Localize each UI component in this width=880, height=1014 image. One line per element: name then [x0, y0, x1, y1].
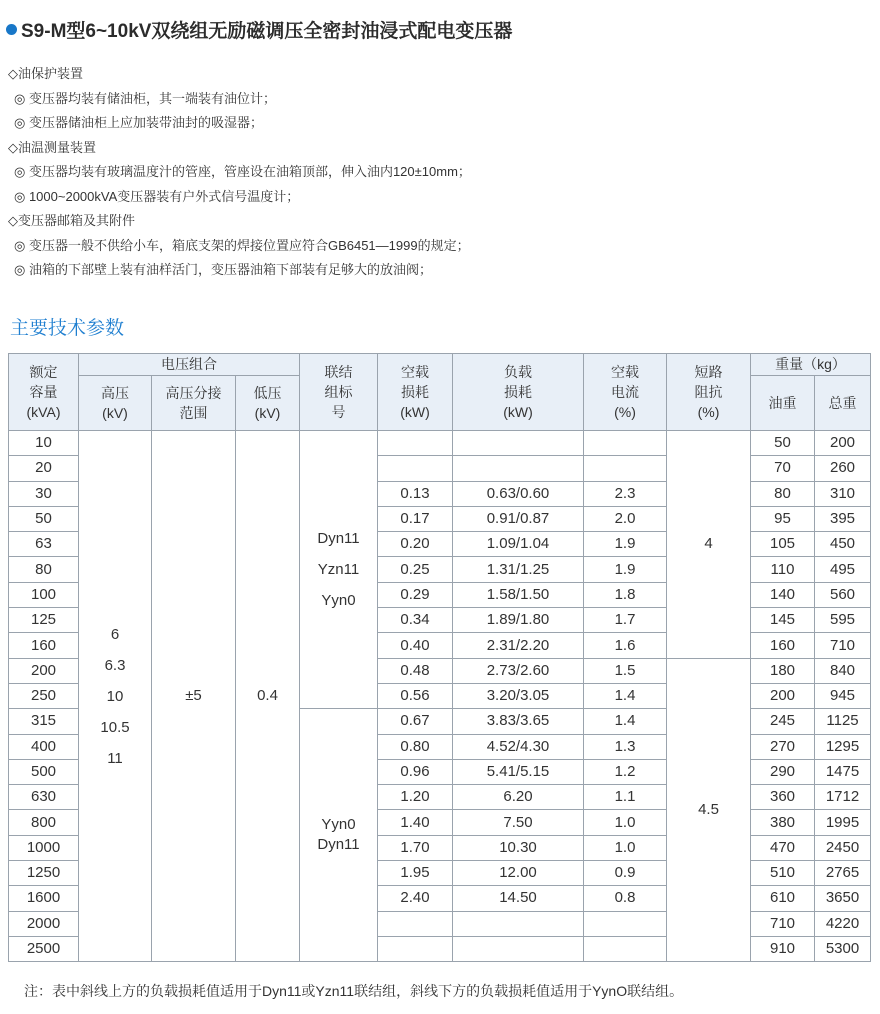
header-impedance: 短路 阻抗 (%) — [667, 354, 751, 431]
header-capacity: 额定 容量 (kVA) — [9, 354, 79, 431]
cell-total-weight: 395 — [815, 506, 871, 531]
cell-oil-weight: 270 — [751, 734, 815, 759]
cell-noload-current: 1.9 — [584, 557, 667, 582]
section-title: 主要技术参数 — [10, 318, 125, 339]
cell-noload-loss: 0.67 — [378, 709, 453, 734]
note-item: ◎ 1000~2000kVA变压器装有户外式信号温度计； — [14, 188, 300, 204]
cell-capacity: 200 — [9, 658, 79, 683]
cell-load-loss: 1.09/1.04 — [453, 532, 584, 557]
cell-oil-weight: 95 — [751, 506, 815, 531]
cell-load-loss: 10.30 — [453, 835, 584, 860]
cell-noload-current — [584, 456, 667, 481]
cell-total-weight: 595 — [815, 608, 871, 633]
feature-notes — [8, 62, 471, 283]
cell-tap-range: ±5 — [152, 431, 236, 962]
cell-noload-current: 1.7 — [584, 608, 667, 633]
header-hv: 高压 (kV) — [79, 376, 152, 431]
cell-capacity: 20 — [9, 456, 79, 481]
stack-value: 6.3 — [104, 656, 126, 674]
cell-total-weight: 260 — [815, 456, 871, 481]
cell-total-weight: 495 — [815, 557, 871, 582]
cell-noload-loss: 0.25 — [378, 557, 453, 582]
header-noload-loss: 空载 损耗 (kW) — [378, 354, 453, 431]
cell-noload-loss: 0.40 — [378, 633, 453, 658]
cell-capacity: 1250 — [9, 861, 79, 886]
footnote: 注：表中斜线上方的负载损耗值适用于Dyn11或Yzn11联结组，斜线下方的负载损耗值适用于YynO联结组。 — [24, 983, 684, 999]
stack-value: 10 — [106, 687, 124, 705]
cell-noload-loss: 0.20 — [378, 532, 453, 557]
cell-noload-loss — [378, 936, 453, 961]
header-voltage-group: 电压组合 — [79, 354, 300, 376]
cell-oil-weight: 200 — [751, 683, 815, 708]
cell-noload-loss — [378, 431, 453, 456]
cell-noload-current: 1.8 — [584, 582, 667, 607]
cell-load-loss: 1.89/1.80 — [453, 608, 584, 633]
cell-noload-current: 1.6 — [584, 633, 667, 658]
bullet-dot-icon — [6, 24, 17, 35]
stack-value: Yyn0 — [321, 816, 356, 834]
cell-noload-loss: 0.17 — [378, 506, 453, 531]
cell-noload-loss: 0.13 — [378, 481, 453, 506]
cell-total-weight: 1475 — [815, 759, 871, 784]
cell-noload-loss: 1.40 — [378, 810, 453, 835]
cell-total-weight: 2450 — [815, 835, 871, 860]
cell-noload-current: 1.2 — [584, 759, 667, 784]
header-connection: 联结 组标 号 — [300, 354, 378, 431]
cell-noload-loss: 0.96 — [378, 759, 453, 784]
spec-table — [8, 353, 871, 962]
cell-oil-weight: 145 — [751, 608, 815, 633]
cell-oil-weight: 70 — [751, 456, 815, 481]
cell-total-weight: 2765 — [815, 861, 871, 886]
header-lv: 低压 (kV) — [236, 376, 300, 431]
cell-capacity: 160 — [9, 633, 79, 658]
cell-noload-current: 2.3 — [584, 481, 667, 506]
cell-noload-current: 1.1 — [584, 785, 667, 810]
cell-capacity: 10 — [9, 431, 79, 456]
header-oil-weight: 油重 — [751, 376, 815, 431]
cell-capacity: 100 — [9, 582, 79, 607]
cell-oil-weight: 245 — [751, 709, 815, 734]
stack-value: Dyn11 — [317, 530, 360, 548]
cell-load-loss: 14.50 — [453, 886, 584, 911]
stack-value: 11 — [107, 749, 123, 767]
cell-noload-loss: 1.95 — [378, 861, 453, 886]
cell-load-loss: 1.31/1.25 — [453, 557, 584, 582]
cell-capacity: 250 — [9, 683, 79, 708]
cell-hv-values — [79, 431, 152, 962]
note-item: ◎ 变压器储油柜上应加装带油封的吸湿器； — [14, 115, 263, 130]
cell-total-weight: 1125 — [815, 709, 871, 734]
header-tap-range: 高压分接 范围 — [152, 376, 236, 431]
header-noload-current: 空载 电流 (%) — [584, 354, 667, 431]
cell-load-loss: 1.58/1.50 — [453, 582, 584, 607]
cell-noload-loss — [378, 911, 453, 936]
cell-load-loss: 3.83/3.65 — [453, 709, 584, 734]
cell-noload-loss: 2.40 — [378, 886, 453, 911]
cell-noload-current — [584, 911, 667, 936]
header-total-weight: 总重 — [815, 376, 871, 431]
cell-oil-weight: 710 — [751, 911, 815, 936]
note-item: ◎ 变压器均装有储油柜，其一端装有油位计； — [14, 90, 276, 106]
table-row — [9, 431, 871, 456]
cell-load-loss: 6.20 — [453, 785, 584, 810]
cell-noload-current: 1.4 — [584, 683, 667, 708]
cell-total-weight: 3650 — [815, 886, 871, 911]
cell-oil-weight: 140 — [751, 582, 815, 607]
cell-total-weight: 4220 — [815, 911, 871, 936]
cell-oil-weight: 110 — [751, 557, 815, 582]
cell-total-weight: 1295 — [815, 734, 871, 759]
cell-capacity: 125 — [9, 608, 79, 633]
cell-noload-current: 2.0 — [584, 506, 667, 531]
cell-total-weight: 200 — [815, 431, 871, 456]
note-section-heading: ◇变压器邮箱及其附件 — [8, 213, 135, 228]
note-item: ◎ 变压器均装有玻璃温度汁的管座，管座设在油箱顶部，伸入油内120±10mm； — [14, 164, 471, 179]
cell-load-loss — [453, 456, 584, 481]
cell-load-loss: 0.91/0.87 — [453, 506, 584, 531]
note-item: ◎ 油箱的下部壁上装有油样活门，变压器油箱下部装有足够大的放油阀； — [14, 262, 432, 277]
cell-oil-weight: 105 — [751, 532, 815, 557]
stack-value: Yzn11 — [317, 561, 360, 579]
cell-noload-current — [584, 936, 667, 961]
cell-connection-bottom — [300, 709, 378, 962]
page-title-text: S9-M型6~10kV双绕组无励磁调压全密封油浸式配电变压器 — [21, 21, 513, 42]
cell-noload-loss: 0.80 — [378, 734, 453, 759]
cell-noload-loss: 0.48 — [378, 658, 453, 683]
cell-impedance-top: 4 — [667, 431, 751, 659]
cell-load-loss: 2.73/2.60 — [453, 658, 584, 683]
cell-oil-weight: 80 — [751, 481, 815, 506]
cell-total-weight: 840 — [815, 658, 871, 683]
stack-value: Yyn0 — [321, 592, 356, 610]
cell-oil-weight: 610 — [751, 886, 815, 911]
header-weight: 重量（kg） — [751, 354, 871, 376]
cell-load-loss: 5.41/5.15 — [453, 759, 584, 784]
cell-oil-weight: 180 — [751, 658, 815, 683]
cell-oil-weight: 290 — [751, 759, 815, 784]
cell-connection-top — [300, 431, 378, 709]
cell-oil-weight: 50 — [751, 431, 815, 456]
cell-oil-weight: 360 — [751, 785, 815, 810]
cell-total-weight: 1995 — [815, 810, 871, 835]
cell-noload-current: 1.5 — [584, 658, 667, 683]
cell-noload-loss: 0.34 — [378, 608, 453, 633]
cell-load-loss: 7.50 — [453, 810, 584, 835]
cell-load-loss: 0.63/0.60 — [453, 481, 584, 506]
cell-capacity: 400 — [9, 734, 79, 759]
cell-noload-loss: 1.20 — [378, 785, 453, 810]
cell-capacity: 500 — [9, 759, 79, 784]
cell-load-loss: 3.20/3.05 — [453, 683, 584, 708]
cell-impedance-bottom: 4.5 — [667, 658, 751, 962]
cell-oil-weight: 160 — [751, 633, 815, 658]
stack-value: 6 — [110, 625, 120, 643]
page-title — [6, 16, 512, 43]
cell-noload-current — [584, 431, 667, 456]
cell-capacity: 1000 — [9, 835, 79, 860]
cell-noload-loss: 0.56 — [378, 683, 453, 708]
stack-value: 10.5 — [100, 718, 130, 736]
cell-noload-current: 1.9 — [584, 532, 667, 557]
cell-total-weight: 560 — [815, 582, 871, 607]
cell-capacity: 630 — [9, 785, 79, 810]
cell-capacity: 2000 — [9, 911, 79, 936]
cell-noload-current: 0.8 — [584, 886, 667, 911]
cell-oil-weight: 470 — [751, 835, 815, 860]
cell-total-weight: 710 — [815, 633, 871, 658]
cell-load-loss — [453, 911, 584, 936]
cell-noload-current: 1.0 — [584, 810, 667, 835]
cell-oil-weight: 380 — [751, 810, 815, 835]
cell-total-weight: 945 — [815, 683, 871, 708]
header-load-loss: 负载 损耗 (kW) — [453, 354, 584, 431]
cell-capacity: 50 — [9, 506, 79, 531]
cell-noload-current: 0.9 — [584, 861, 667, 886]
cell-capacity: 315 — [9, 709, 79, 734]
cell-load-loss: 12.00 — [453, 861, 584, 886]
cell-load-loss — [453, 431, 584, 456]
cell-total-weight: 310 — [815, 481, 871, 506]
cell-noload-loss: 1.70 — [378, 835, 453, 860]
cell-capacity: 800 — [9, 810, 79, 835]
cell-noload-loss — [378, 456, 453, 481]
cell-load-loss: 4.52/4.30 — [453, 734, 584, 759]
cell-capacity: 2500 — [9, 936, 79, 961]
cell-lv-value: 0.4 — [236, 431, 300, 962]
note-section-heading: ◇油温测量装置 — [8, 139, 96, 155]
stack-value: Dyn11 — [317, 836, 360, 854]
cell-noload-current: 1.4 — [584, 709, 667, 734]
cell-load-loss: 2.31/2.20 — [453, 633, 584, 658]
cell-load-loss — [453, 936, 584, 961]
note-item: ◎ 变压器一般不供给小车，箱底支架的焊接位置应符合GB6451—1999的规定； — [14, 237, 470, 253]
cell-noload-current: 1.0 — [584, 835, 667, 860]
cell-total-weight: 5300 — [815, 936, 871, 961]
cell-noload-current: 1.3 — [584, 734, 667, 759]
spec-table-body — [9, 431, 871, 962]
note-section-heading: ◇油保护装置 — [8, 66, 83, 81]
cell-capacity: 1600 — [9, 886, 79, 911]
cell-oil-weight: 910 — [751, 936, 815, 961]
cell-noload-loss: 0.29 — [378, 582, 453, 607]
cell-total-weight: 1712 — [815, 785, 871, 810]
cell-capacity: 30 — [9, 481, 79, 506]
cell-total-weight: 450 — [815, 532, 871, 557]
cell-oil-weight: 510 — [751, 861, 815, 886]
cell-capacity: 80 — [9, 557, 79, 582]
cell-capacity: 63 — [9, 532, 79, 557]
